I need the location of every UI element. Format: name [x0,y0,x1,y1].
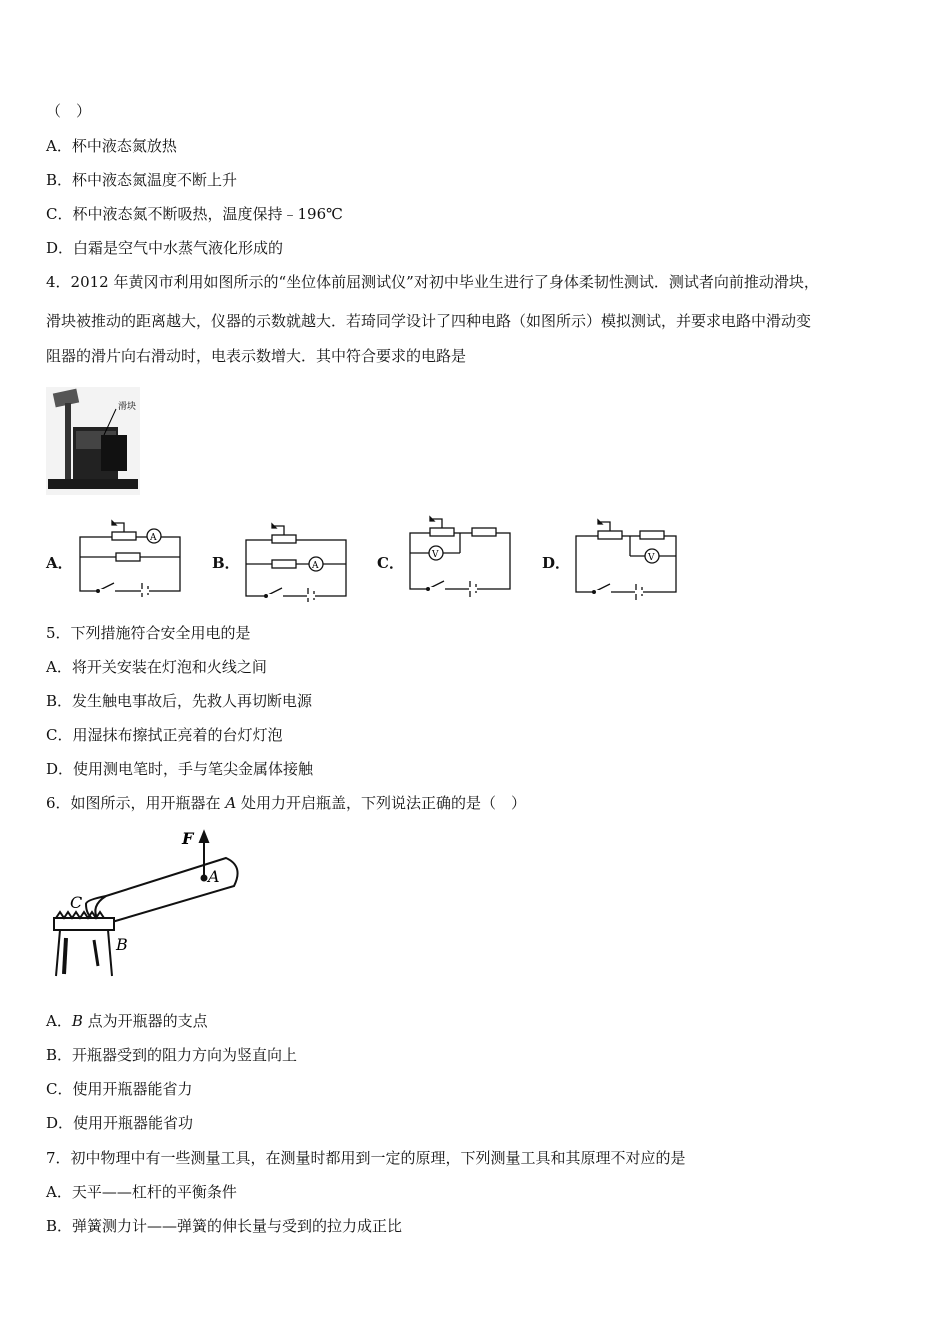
sit-and-reach-tester-figure [46,387,140,495]
q6-option-b: B．开瓶器受到的阻力方向为竖直向上 [46,1046,298,1064]
q7-option-a: A．天平——杠杆的平衡条件 [46,1183,237,1201]
circuit-b-diagram [244,518,348,602]
q5-option-d: D．使用测电笔时，手与笔尖金属体接触 [46,760,314,778]
q4-stem-line1: 4．2012 年黄冈市利用如图所示的“坐位体前屈测试仪”对初中毕业生进行了身体柔韧性测试．测试者向前推动滑块， [46,273,819,291]
svg-text:A: A [150,533,157,543]
circuit-c-label: C． [377,554,404,572]
q6-stem: 6．如图所示，用开瓶器在 A 处用力开启瓶盖，下列说法正确的是（ ） [46,794,526,812]
q3-option-b: B．杯中液态氮温度不断上升 [46,171,238,189]
q3-option-d: D．白霜是空气中水蒸气液化形成的 [46,239,284,257]
slider-label: 滑块 [118,402,137,412]
point-label-c: C [70,893,83,912]
q6-option-c: C．使用开瓶器能省力 [46,1080,193,1098]
q5-option-a: A．将开关安装在灯泡和火线之间 [46,658,267,676]
circuit-c-diagram [408,513,512,597]
q4-stem-line3: 阻器的滑片向右滑动时，电表示数增大．其中符合要求的电路是 [46,347,467,365]
q6-option-d: D．使用开瓶器能省功 [46,1114,194,1132]
circuit-d-diagram [574,516,680,600]
q5-option-c: C．用湿抹布擦拭正亮着的台灯灯泡 [46,726,283,744]
svg-text:V: V [432,550,439,560]
circuit-b-label: B． [212,554,240,572]
bottle-opener-figure [46,826,246,978]
circuit-a-diagram [78,515,184,597]
svg-text:V: V [648,553,655,563]
q3-option-a: A．杯中液态氮放热 [46,137,177,155]
point-label-b: B [116,935,128,954]
q7-stem: 7．初中物理中有一些测量工具，在测量时都用到一定的原理，下列测量工具和其原理不对应的是 [46,1149,686,1167]
q5-stem: 5．下列措施符合安全用电的是 [46,624,251,642]
q3-answer-paren: （ ） [46,102,92,120]
q4-stem-line2: 滑块被推动的距离越大，仪器的示数就越大．若琦同学设计了四种电路（如图所示）模拟测试，并要求电路中滑动变 [46,312,812,330]
q5-option-b: B．发生触电事故后，先救人再切断电源 [46,692,313,710]
q6-option-a: A．B 点为开瓶器的支点 [46,1012,208,1030]
force-label-f: F [182,829,194,848]
circuit-a-label: A． [46,554,73,572]
svg-text:A: A [312,561,319,571]
point-label-a: A [208,867,220,886]
q7-option-b: B．弹簧测力计——弹簧的伸长量与受到的拉力成正比 [46,1217,403,1235]
circuit-d-label: D． [542,554,571,572]
q3-option-c: C．杯中液态氮不断吸热，温度保持﹣196℃ [46,205,343,223]
